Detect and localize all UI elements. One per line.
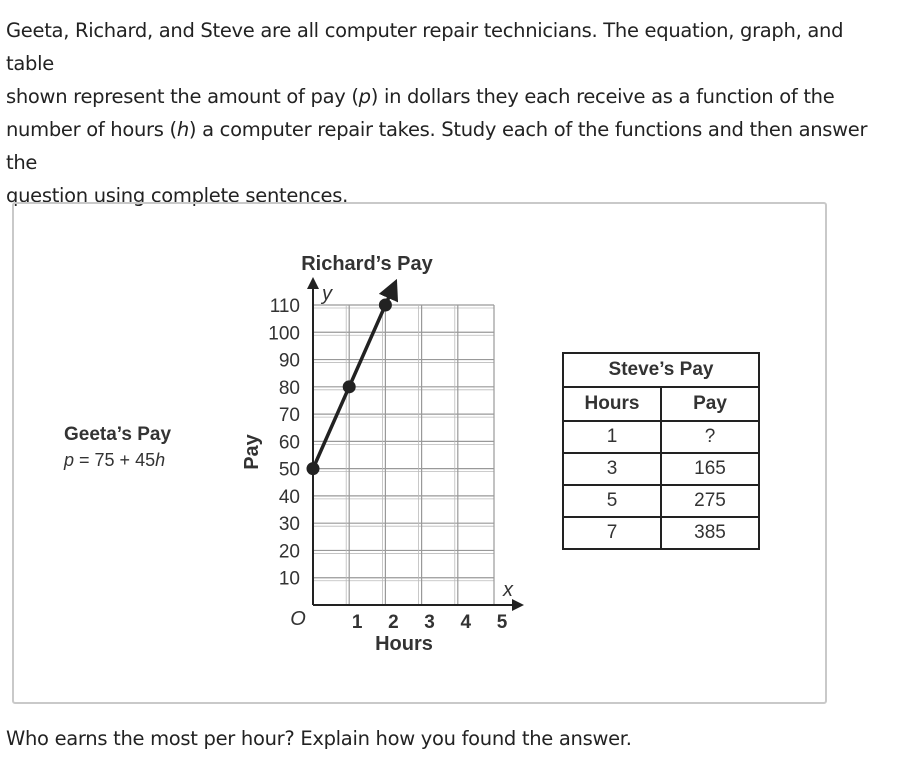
hours-cell: 7 bbox=[563, 517, 661, 549]
pay-cell: ? bbox=[661, 421, 759, 453]
chart-tick-labels bbox=[268, 296, 507, 633]
table-row bbox=[563, 421, 759, 453]
eq-constant: = 75 + 45 bbox=[74, 450, 156, 470]
pay-cell: 385 bbox=[661, 517, 759, 549]
y-axis-letter: y bbox=[322, 283, 332, 305]
hours-cell: 5 bbox=[563, 485, 661, 517]
y-tick-label: 50 bbox=[278, 459, 300, 481]
y-tick-label: 100 bbox=[268, 323, 300, 345]
eq-variable-p: p bbox=[64, 450, 75, 470]
x-axis-letter: x bbox=[503, 579, 513, 601]
table-row bbox=[563, 517, 759, 549]
eq-variable-h: h bbox=[155, 450, 166, 470]
intro-text: ) a computer repair takes. Study each of the functions and then answer the bbox=[6, 118, 868, 174]
steve-table-title: Steve’s Pay bbox=[563, 353, 759, 387]
steve-pay-table bbox=[562, 352, 760, 550]
y-tick-label: 10 bbox=[278, 568, 300, 590]
y-tick-label: 40 bbox=[278, 486, 300, 508]
question-text: Who earns the most per hour? Explain how you found the answer. bbox=[6, 727, 632, 750]
variable-p: p bbox=[358, 85, 371, 108]
table-row bbox=[563, 485, 759, 517]
y-tick-label: 30 bbox=[278, 514, 300, 536]
y-tick-label: 20 bbox=[278, 541, 300, 563]
y-tick-label: 60 bbox=[278, 432, 300, 454]
y-tick-label: 70 bbox=[278, 405, 300, 427]
variable-h: h bbox=[176, 118, 189, 141]
x-tick-label: 3 bbox=[424, 612, 435, 633]
geeta-title: Geeta’s Pay bbox=[64, 424, 172, 445]
chart-title: Richard’s Pay bbox=[301, 253, 433, 275]
intro-line-4: question using complete sentences. bbox=[6, 184, 348, 207]
data-point bbox=[343, 380, 356, 393]
intro-line-1: Geeta, Richard, and Steve are all computer repair technicians. The equation, graph, and table bbox=[6, 19, 844, 75]
y-tick-label: 80 bbox=[278, 377, 300, 399]
x-tick-label: 4 bbox=[460, 612, 472, 633]
hours-cell: 3 bbox=[563, 453, 661, 485]
pay-cell: 165 bbox=[661, 453, 759, 485]
intro-text: ) in dollars they each receive as a function of the bbox=[370, 85, 835, 108]
y-tick-label: 110 bbox=[269, 296, 300, 317]
intro-text: number of hours ( bbox=[6, 118, 177, 141]
y-tick-label: 90 bbox=[278, 350, 300, 372]
header-pay: Pay bbox=[661, 387, 759, 421]
intro-text: shown represent the amount of pay ( bbox=[6, 85, 359, 108]
data-point bbox=[307, 462, 320, 475]
x-tick-label: 2 bbox=[388, 612, 399, 633]
hours-cell: 1 bbox=[563, 421, 661, 453]
data-point bbox=[379, 299, 392, 312]
x-axis-label: Hours bbox=[375, 633, 433, 655]
table-row bbox=[563, 453, 759, 485]
x-tick-label: 1 bbox=[351, 612, 363, 633]
header-hours: Hours bbox=[563, 387, 661, 421]
y-axis-label: Pay bbox=[241, 434, 263, 470]
pay-cell: 275 bbox=[661, 485, 759, 517]
origin-label: O bbox=[290, 608, 306, 630]
chart-grid bbox=[313, 305, 494, 605]
x-tick-label: 5 bbox=[496, 612, 508, 633]
